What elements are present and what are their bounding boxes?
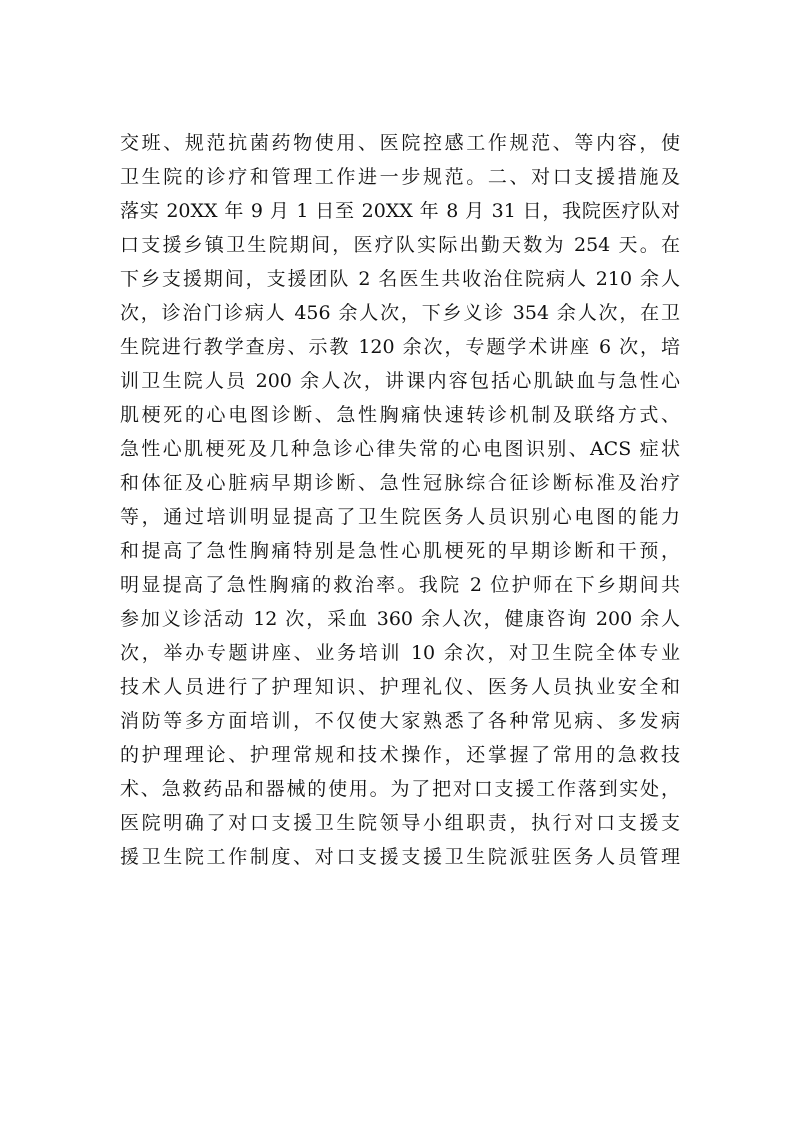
text-line-11: 和体征及心脏病早期诊断、急性冠脉综合征诊断标准及治疗: [120, 472, 680, 494]
text-line-20: 术、急救药品和器械的使用。为了把对口支援工作落到实处，: [120, 778, 680, 800]
text-line-10: 急性心肌梗死及几种急诊心律失常的心电图识别、ACS 症状: [120, 438, 680, 460]
text-line-12: 等，通过培训明显提高了卫生院医务人员识别心电图的能力: [120, 506, 680, 528]
text-line-6: 次，诊治门诊病人 456 余人次，下乡义诊 354 余人次，在卫: [120, 302, 680, 324]
text-line-5: 下乡支援期间，支援团队 2 名医生共收治住院病人 210 余人: [120, 268, 680, 290]
text-line-18: 消防等多方面培训，不仅使大家熟悉了各种常见病、多发病: [120, 710, 680, 732]
text-line-22: 援卫生院工作制度、对口支援支援卫生院派驻医务人员管理: [120, 846, 680, 868]
text-line-3: 落实 20XX 年 9 月 1 日至 20XX 年 8 月 31 日，我院医疗队对: [120, 200, 680, 222]
text-line-7: 生院进行教学查房、示教 120 余次，专题学术讲座 6 次，培: [120, 336, 680, 358]
body-text: [120, 126, 680, 874]
text-line-16: 次，举办专题讲座、业务培训 10 余次，对卫生院全体专业: [120, 642, 680, 664]
text-line-8: 训卫生院人员 200 余人次，讲课内容包括心肌缺血与急性心: [120, 370, 680, 392]
text-line-9: 肌梗死的心电图诊断、急性胸痛快速转诊机制及联络方式、: [120, 404, 680, 426]
text-line-17: 技术人员进行了护理知识、护理礼仪、医务人员执业安全和: [120, 676, 680, 698]
text-line-2: 卫生院的诊疗和管理工作进一步规范。二、对口支援措施及: [120, 166, 680, 188]
text-line-13: 和提高了急性胸痛特别是急性心肌梗死的早期诊断和干预，: [120, 540, 680, 562]
text-line-1: 交班、规范抗菌药物使用、医院控感工作规范、等内容，使: [120, 132, 680, 154]
text-line-14: 明显提高了急性胸痛的救治率。我院 2 位护师在下乡期间共: [120, 574, 680, 596]
text-line-15: 参加义诊活动 12 次，采血 360 余人次，健康咨询 200 余人: [120, 608, 680, 630]
text-line-19: 的护理理论、护理常规和技术操作，还掌握了常用的急救技: [120, 744, 680, 766]
text-line-21: 医院明确了对口支援卫生院领导小组职责，执行对口支援支: [120, 812, 680, 834]
text-line-4: 口支援乡镇卫生院期间，医疗队实际出勤天数为 254 天。在: [120, 234, 680, 256]
